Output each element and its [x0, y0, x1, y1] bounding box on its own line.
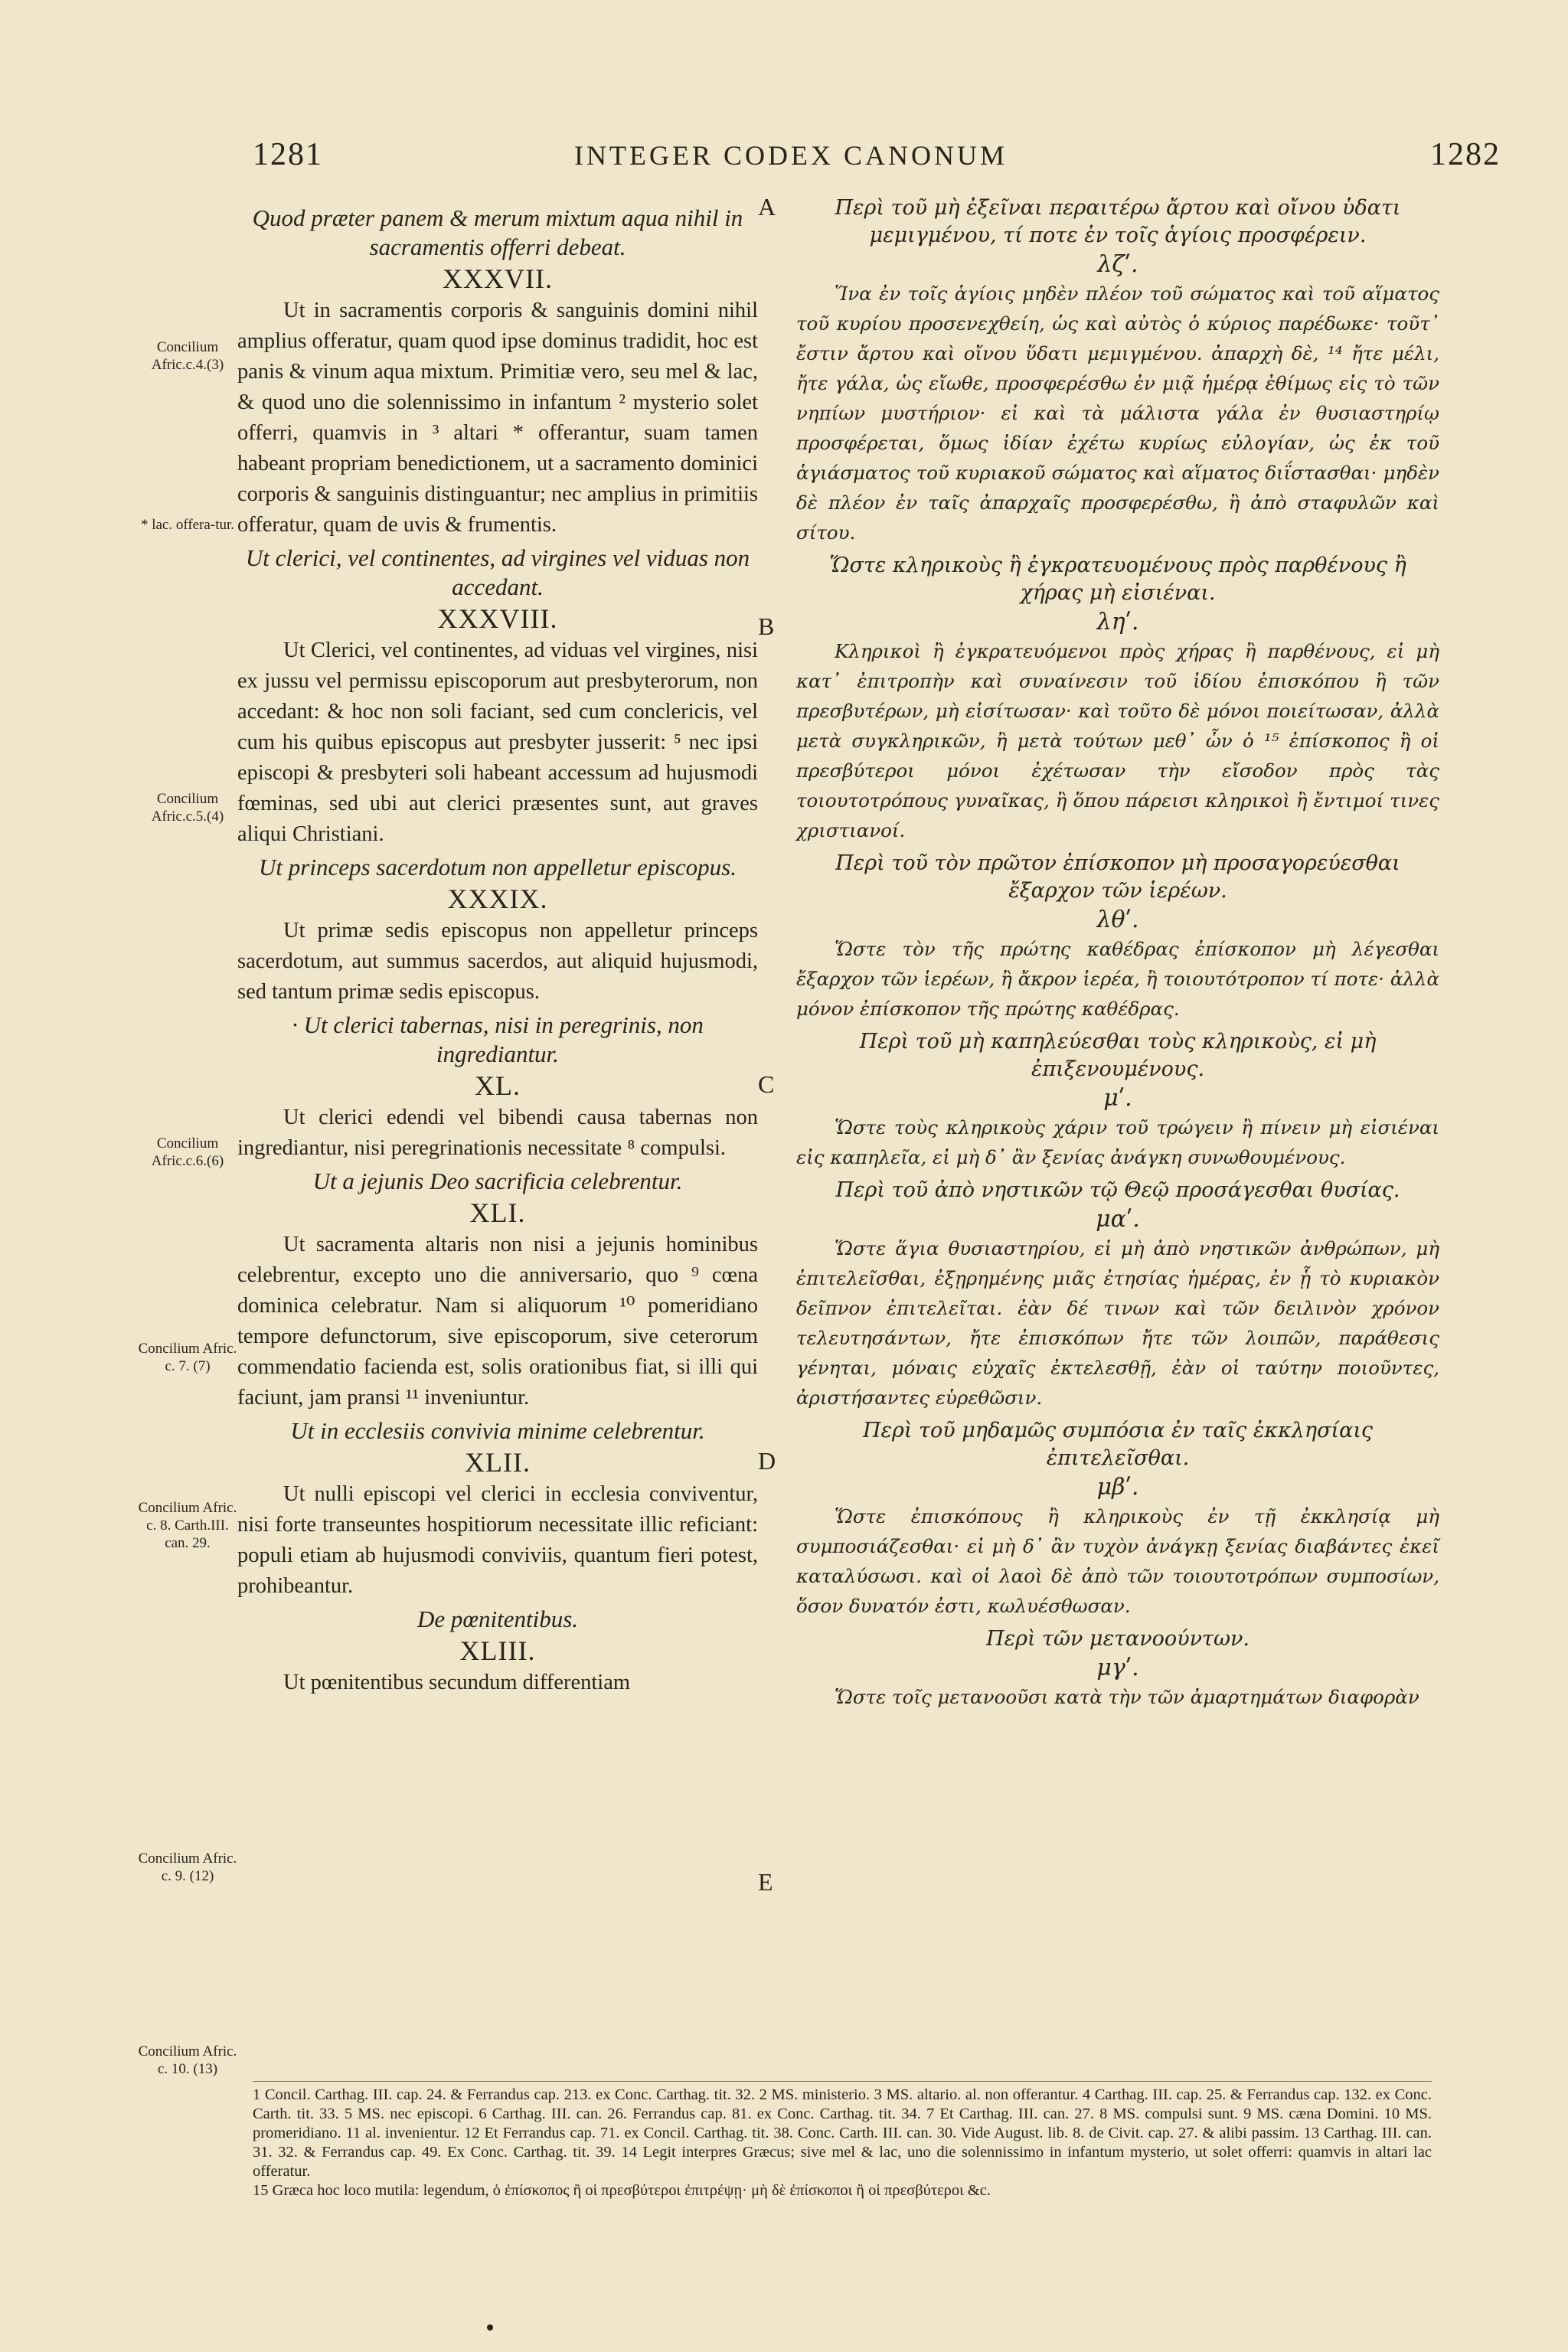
- canon-text: Ut Clerici, vel continentes, ad viduas vel virgines, nisi ex jussu vel permissu episcoporum aut presbyterorum, non accedant: & hoc non soli faciant, sed cum conclericis, vel cum his quibus episcopus aut presbyter jusserit: ⁵ nec ipsi episcopi & presbyteri soli habeant accessum ad hujusmodi fœminas, sed ubi aut clerici præsentes sunt, aut graves aliqui Christiani.: [237, 639, 758, 846]
- canon-number-greek: ληʹ.: [1096, 609, 1139, 635]
- canon-title: Quod præter panem & merum mixtum aqua nihil in sacramentis offerri debeat.: [252, 204, 743, 260]
- canon-text: Ut sacramenta altaris non nisi a jejunis hominibus celebrentur, excepto uno die anniversario, quo ⁹ cœna dominica celebratur. Nam si aliquorum ¹⁰ pomeridiano tempore defunctorum, sive episcoporum, sive ceterorum commendatio facienda est, solis orationibus fiat, si illi qui faciunt, jam pransi ¹¹ inveniuntur.: [237, 1233, 758, 1410]
- footnote-rule: [253, 2081, 1432, 2082]
- margin-note: Concilium Afric.c.5.(4): [151, 791, 224, 825]
- canon-text-greek: Κληρικοὶ ἢ ἐγκρατευόμενοι πρὸς χήρας ἢ παρθένους, εἰ μὴ κατ᾽ ἐπιτροπὴν καὶ συναίνεσιν τοῦ ἰδίου ἐπισκόπου ἢ τῶν πρεσβυτέρων, μὴ εἰσίτωσαν· καὶ τοῦτο δὲ μόνοι ποιείτωσαν, ἀλλὰ μετὰ συγκληρικῶν, ἢ μετὰ τούτων μεθ᾽ ὧν ὁ ¹⁵ ἐπίσκοπος ἢ οἱ πρεσβύτεροι μόνοι ἐχέτωσαν τὴν εἴσοδον πρὸς τὰς τοιουτοτρόπους γυναῖκας, ἢ ὅπου πάρεισι κληρικοὶ ἢ ἔντιμοί τινες χριστιανοί.: [796, 640, 1439, 841]
- section-letter: A: [758, 193, 776, 220]
- footnote-block: 15 Græca hoc loco mutila: legendum, ὁ ἐπίσκοπος ἢ οἱ πρεσβύτεροι ἐπιτρέψῃ· μὴ δὲ ἐπίσκοποι ἢ οἱ πρεσβύτεροι &c.: [253, 2182, 991, 2199]
- canon-text: Ut pœnitentibus secundum differentiam: [283, 1671, 631, 1694]
- running-head: INTEGER CODEX CANONUM: [574, 140, 1008, 171]
- canon-text-greek: Ὥστε ἅγια θυσιαστηρίου, εἰ μὴ ἀπὸ νηστικῶν ἀνθρώπων, μὴ ἐπιτελεῖσθαι, ἐξῃρημένης μιᾶς ἐτησίας ἡμέρας, ἐν ᾗ τὸ κυριακὸν δεῖπνον ἐπιτελεῖται. ἐὰν δέ τινων καὶ τῶν δειλινὸν χρόνον τελευτησάντων, ἤτε ἐπισκόπων ἤτε τῶν λοιπῶν, παράθεσις γένηται, μόναις εὐχαῖς ἐκτελεσθῇ, ἐὰν οἱ ταύτην ποιοῦντες, ἀριστήσαντες εὑρεθῶσιν.: [796, 1237, 1439, 1409]
- page-number-right: 1282: [1430, 137, 1501, 172]
- page-dot: [487, 2324, 493, 2331]
- greek-column: [796, 193, 1439, 1717]
- canon-title: Ut a jejunis Deo sacrificia celebrentur.: [312, 1168, 683, 1194]
- canon-text: Ut primæ sedis episcopus non appelletur princeps sacerdotum, aut summus sacerdos, aut aliquid hujusmodi, sed tantum primæ sedis episcopus.: [237, 919, 758, 1004]
- canon-title: · Ut clerici tabernas, nisi in peregrinis, non ingrediantur.: [292, 1011, 704, 1067]
- latin-column: [237, 201, 758, 1701]
- canon-text: Ut clerici edendi vel bibendi causa tabernas non ingrediantur, nisi peregrinationis necessitate ⁸ compulsi.: [237, 1106, 758, 1160]
- footnotes: [253, 2086, 1432, 2200]
- section-letter: D: [758, 1447, 776, 1475]
- page-number-left: 1281: [253, 137, 323, 172]
- margin-note: Concilium Afric.c.4.(3): [151, 339, 224, 373]
- canon-number: XL.: [475, 1070, 521, 1101]
- canon-text-greek: Ὥστε τὸν τῆς πρώτης καθέδρας ἐπίσκοπον μὴ λέγεσθαι ἔξαρχον τῶν ἱερέων, ἢ ἄκρον ἱερέα, ἢ τοιουτότροπον τί ποτε· ἀλλὰ μόνον ἐπίσκοπον τῆς πρώτης καθέδρας.: [796, 938, 1439, 1020]
- margin-note: Concilium Afric.c.6.(6): [151, 1135, 224, 1169]
- footnote-block: 1 Concil. Carthag. III. cap. 24. & Ferrandus cap. 213. ex Conc. Carthag. tit. 32. 2 MS. ministerio. 3 MS. altario. al. non offerantur. 4 Carthag. III. cap. 25. & Ferrandus cap. 132. ex Conc. Carth. tit. 33. 5 MS. nec episcopi. 6 Carthag. III. can. 26. Ferrandus cap. 81. ex Conc. Carthag. tit. 34. 7 Et Carthag. III. can. 27. 8 MS. compulsi sunt. 9 MS. cæna Domini. 10 MS. promeridiano. 11 al. invenientur. 12 Et Ferrandus cap. 71. ex Concil. Carthag. tit. 38. Conc. Carth. III. can. 30. Vide August. lib. 8. de Civit. cap. 27. & alibi passim. 13 Carthag. III. can. 31. 32. & Ferrandus cap. 49. Ex Conc. Carthag. tit. 39. 14 Legit interpres Græcus; sive mel & lac, uno die solennissimo in infantum mysterio, ut solet offerri: quamvis in altari lac offeratur.: [253, 2086, 1432, 2180]
- canon-number: XLI.: [469, 1197, 526, 1228]
- canon-text-greek: Ὥστε ἐπισκόπους ἢ κληρικοὺς ἐν τῇ ἐκκλησίᾳ μὴ συμποσιάζεσθαι· εἰ μὴ δ᾽ ἂν τυχὸν ἀνάγκῃ ξενίας διαβάντες ἐκεῖ καταλύσωσι. καὶ οἱ λαοὶ δὲ ἀπὸ τῶν τοιουτοτρόπων συμποσίων, ὅσον δυνατόν ἐστι, κωλυέσθωσαν.: [796, 1505, 1439, 1617]
- canon-title-greek: Περὶ τοῦ τὸν πρῶτον ἐπίσκοπον μὴ προσαγορεύεσθαι ἔξαρχον τῶν ἱερέων.: [835, 851, 1400, 903]
- canon-number-greek: μʹ.: [1103, 1085, 1132, 1112]
- canon-title-greek: Περὶ τοῦ μὴ καπηλεύεσθαι τοὺς κληρικοὺς, εἰ μὴ ἐπιξενουμένους.: [859, 1030, 1377, 1081]
- canon-title-greek: Περὶ τῶν μετανοούντων.: [986, 1627, 1250, 1651]
- margin-note: Concilium Afric. c. 9. (12): [138, 1851, 237, 1884]
- margin-note: Concilium Afric. c. 8. Carth.III. can. 29.: [138, 1500, 237, 1551]
- canon-title-greek: Ὥστε κληρικοὺς ἢ ἐγκρατευομένους πρὸς παρθένους ἢ χήρας μὴ εἰσιέναι.: [829, 554, 1406, 605]
- canon-number-greek: λζʹ.: [1097, 251, 1138, 278]
- canon-number: XXXVIII.: [437, 603, 558, 634]
- canon-text: Ut nulli episcopi vel clerici in ecclesia conviventur, nisi forte transeuntes hospitiorum necessitate illic reficiant: populi etiam ab hujusmodi conviviis, quantum fieri potest, prohibeantur.: [237, 1482, 758, 1598]
- section-letter: E: [758, 1868, 773, 1896]
- canon-text-greek: Ὥστε τοὺς κληρικοὺς χάριν τοῦ τρώγειν ἢ πίνειν μὴ εἰσιέναι εἰς καπηλεῖα, εἰ μὴ δ᾽ ἂν ξενίας ἀνάγκη συνωθουμένους.: [796, 1116, 1439, 1168]
- canon-title-greek: Περὶ τοῦ μηδαμῶς συμπόσια ἐν ταῖς ἐκκλησίαις ἐπιτελεῖσθαι.: [862, 1419, 1374, 1470]
- canon-title: Ut princeps sacerdotum non appelletur episcopus.: [259, 854, 737, 880]
- section-letter: B: [758, 612, 775, 640]
- canon-text-greek: Ὥστε τοῖς μετανοοῦσι κατὰ τὴν τῶν ἁμαρτημάτων διαφορὰν: [835, 1686, 1419, 1708]
- margin-note: Concilium Afric. c. 10. (13): [138, 2043, 237, 2077]
- canon-number: XLIII.: [459, 1635, 536, 1666]
- canon-number-greek: μγʹ.: [1096, 1655, 1139, 1681]
- page-header: [253, 136, 1568, 190]
- canon-number: XXXVII.: [443, 263, 553, 294]
- canon-title-greek: Περὶ τοῦ μὴ ἐξεῖναι περαιτέρω ἄρτου καὶ οἴνου ὑδατι μεμιγμένου, τί ποτε ἐν τοῖς ἁγίοις προσφέρειν.: [835, 196, 1401, 247]
- canon-title: Ut clerici, vel continentes, ad virgines vel viduas non accedant.: [245, 544, 750, 600]
- canon-number-greek: λθʹ.: [1096, 906, 1139, 933]
- canon-title: De pœnitentibus.: [416, 1606, 579, 1632]
- canon-number: XXXIX.: [447, 884, 548, 914]
- canon-title-greek: Περὶ τοῦ ἀπὸ νηστικῶν τῷ Θεῷ προσάγεσθαι θυσίας.: [835, 1178, 1400, 1202]
- canon-text: Ut in sacramentis corporis & sanguinis domini nihil amplius offeratur, quam quod ipse dominus tradidit, hoc est panis & vinum aqua mixtum. Primitiæ vero, seu mel & lac, & quod uno die solennissimo in infantum ² mysterio solet offerri, quamvis in ³ altari * offerantur, suam tamen habeant propriam benedictionem, ut a sacramento dominici corporis & sanguinis distinguantur; nec amplius in primitiis offeratur, quam de uvis & frumentis.: [237, 299, 758, 537]
- canon-number-greek: μβʹ.: [1096, 1474, 1139, 1501]
- canon-text-greek: Ἵνα ἐν τοῖς ἁγίοις μηδὲν πλέον τοῦ σώματος καὶ τοῦ αἵματος τοῦ κυρίου προσενεχθείη, ὡς καὶ αὐτὸς ὁ κύριος παρέδωκε· τοῦτ᾽ ἔστιν ἄρτου καὶ οἴνου ὕδατι μεμιγμένου. ἀπαρχὴ δὲ, ¹⁴ ἤτε μέλι, ἤτε γάλα, ὡς εἴωθε, προσφερέσθω ἐν μιᾷ ἡμέρᾳ ἐθίμως εἰς τὸ τῶν νηπίων μυστήριον· εἰ καὶ τὰ μάλιστα γάλα ἐν θυσιαστηρίῳ προσφέρεται, ὅμως ἰδίαν ἐχέτω κυρίως εὐλογίαν, ὡς ἐκ τοῦ ἁγιάσματος τοῦ κυριακοῦ σώματος καὶ αἵματος διΐστασθαι· μηδὲν δὲ πλέον ἐν ταῖς ἀπαρχαῖς προσφερέσθω, ἢ ἀπὸ σταφυλῶν καὶ σίτου.: [796, 283, 1439, 544]
- canon-number-greek: μαʹ.: [1096, 1206, 1140, 1233]
- section-letter: C: [758, 1070, 775, 1098]
- margin-note: * lac. offera-tur.: [140, 517, 235, 533]
- margin-note: Concilium Afric. c. 7. (7): [138, 1341, 237, 1374]
- canon-number: XLII.: [465, 1447, 531, 1478]
- canon-title: Ut in ecclesiis convivia minime celebrentur.: [290, 1417, 705, 1444]
